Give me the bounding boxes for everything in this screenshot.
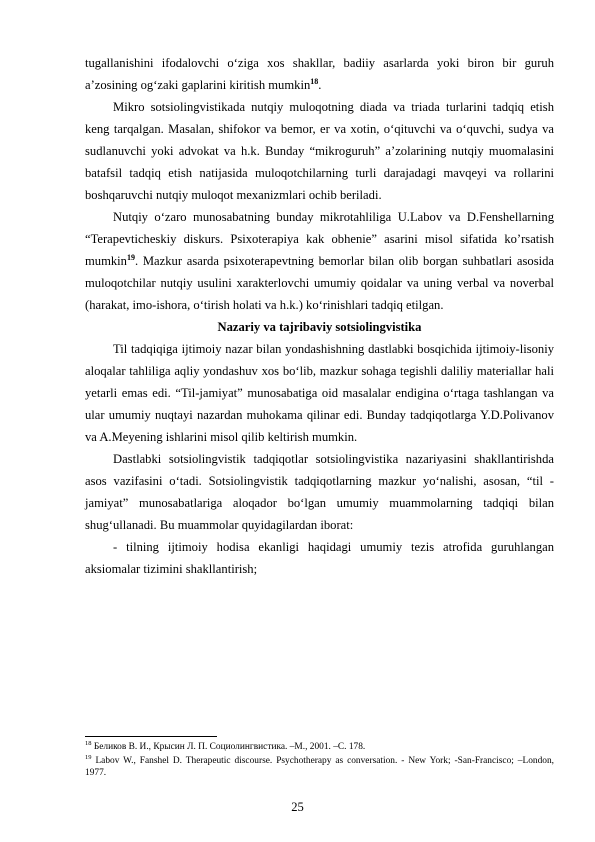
page-number: 25: [291, 800, 304, 814]
footnote-ref[interactable]: 18: [310, 76, 319, 86]
paragraph: Mikro sotsiolingvistikada nutqiy muloqotning diada va triada turlarini tadqiq etish keng tarqalgan. Masalan, shifokor va bemor, er va xotin, o‘qituvchi va o‘quvchi, sudya va sudlanuvchi yoki advokat va h.k. Bunday “mikroguruh” a’zolarining nutqiy muomalasini batafsil tadqiq etish natijasida muloqotchilarning turli darajadagi mavqeyi va rollarini boshqaruvchi nutqiy muloqot mexanizmlari ochib beriladi.: [85, 100, 554, 202]
footnotes: [85, 741, 554, 781]
body-text: [85, 52, 554, 580]
paragraph: Nutqiy o‘zaro munosabatning bunday mikrotahliliga U.Labov va D.Fenshellarning “Terapevticheskiy diskurs. Psixoterapiya kak obhenie” asarini misol sifatida ko’rsatish mumkin$^{19}$. Mazkur asarda psixoterapevtning bemorlar bilan olib borgan suhbatlari asosida muloqotchilar nutqiy usulini xarakterlovchi umumiy qoidalar va uning verbal va noverbal (harakat, imo-ishora, o‘tirish holati va h.k.) ko‘rinishlari tadqiq etilgan.: [85, 210, 554, 312]
section-heading: Nazariy va tajribaviy sotsiolingvistika: [217, 320, 422, 334]
paragraph: tugallanishini ifodalovchi o‘ziga xos shakllar, badiiy asarlarda yoki biron bir guruh a’zosining og‘zaki gaplarini kiritish mumkin$^{18}$.: [85, 56, 554, 92]
footnote-divider: [85, 736, 217, 737]
paragraph: Dastlabki sotsiolingvistik tadqiqotlar sotsiolingvistika nazariyasini shakllantirishda asos vazifasini o‘tadi. Sotsiolingvistik tadqiqotlarning mazkur yo‘nalishi, asosan, “til - jamiyat” munosabatlariga aloqador bo‘lgan umumiy muammolarning tadqiqi bilan shug‘ullanadi. Bu muammolar quyidagilardan iborat:: [85, 452, 554, 532]
paragraph: Til tadqiqiga ijtimoiy nazar bilan yondashishning dastlabki bosqichida ijtimoiy-lisoniy aloqalar tahliliga aqliy yondashuv xos bo‘lib, mazkur sohaga tegishli daliliy materiallar hali yetarli emas edi. “Til-jamiyat” munosabatiga oid masalalar endigina o‘rtaga tashlangan va ular umumiy nuqtayi nazardan muhokama qilinar edi. Bunday tadqiqotlarga Y.D.Polivanov va A.Meyening ishlarini misol qilib keltirish mumkin.: [85, 342, 554, 444]
footnote-ref[interactable]: 19: [126, 252, 135, 262]
footnote: $^{19}$ Labov W., Fanshel D. Therapeutic discourse. Psychotherapy as conversation. - New York; -San-Francisco; –London, 1977.: [85, 753, 555, 778]
footnote-number: 18: [85, 739, 92, 747]
footnote-number: 19: [85, 753, 92, 761]
footnote: $^{18}$ Беликов В. И., Крысин Л. П. Социолингвистика. –М., 2001. –С. 178.: [85, 739, 366, 752]
paragraph: - tilning ijtimoiy hodisa ekanligi haqidagi umumiy tezis atrofida guruhlangan aksiomalar tizimini shakllantirish;: [85, 540, 554, 576]
